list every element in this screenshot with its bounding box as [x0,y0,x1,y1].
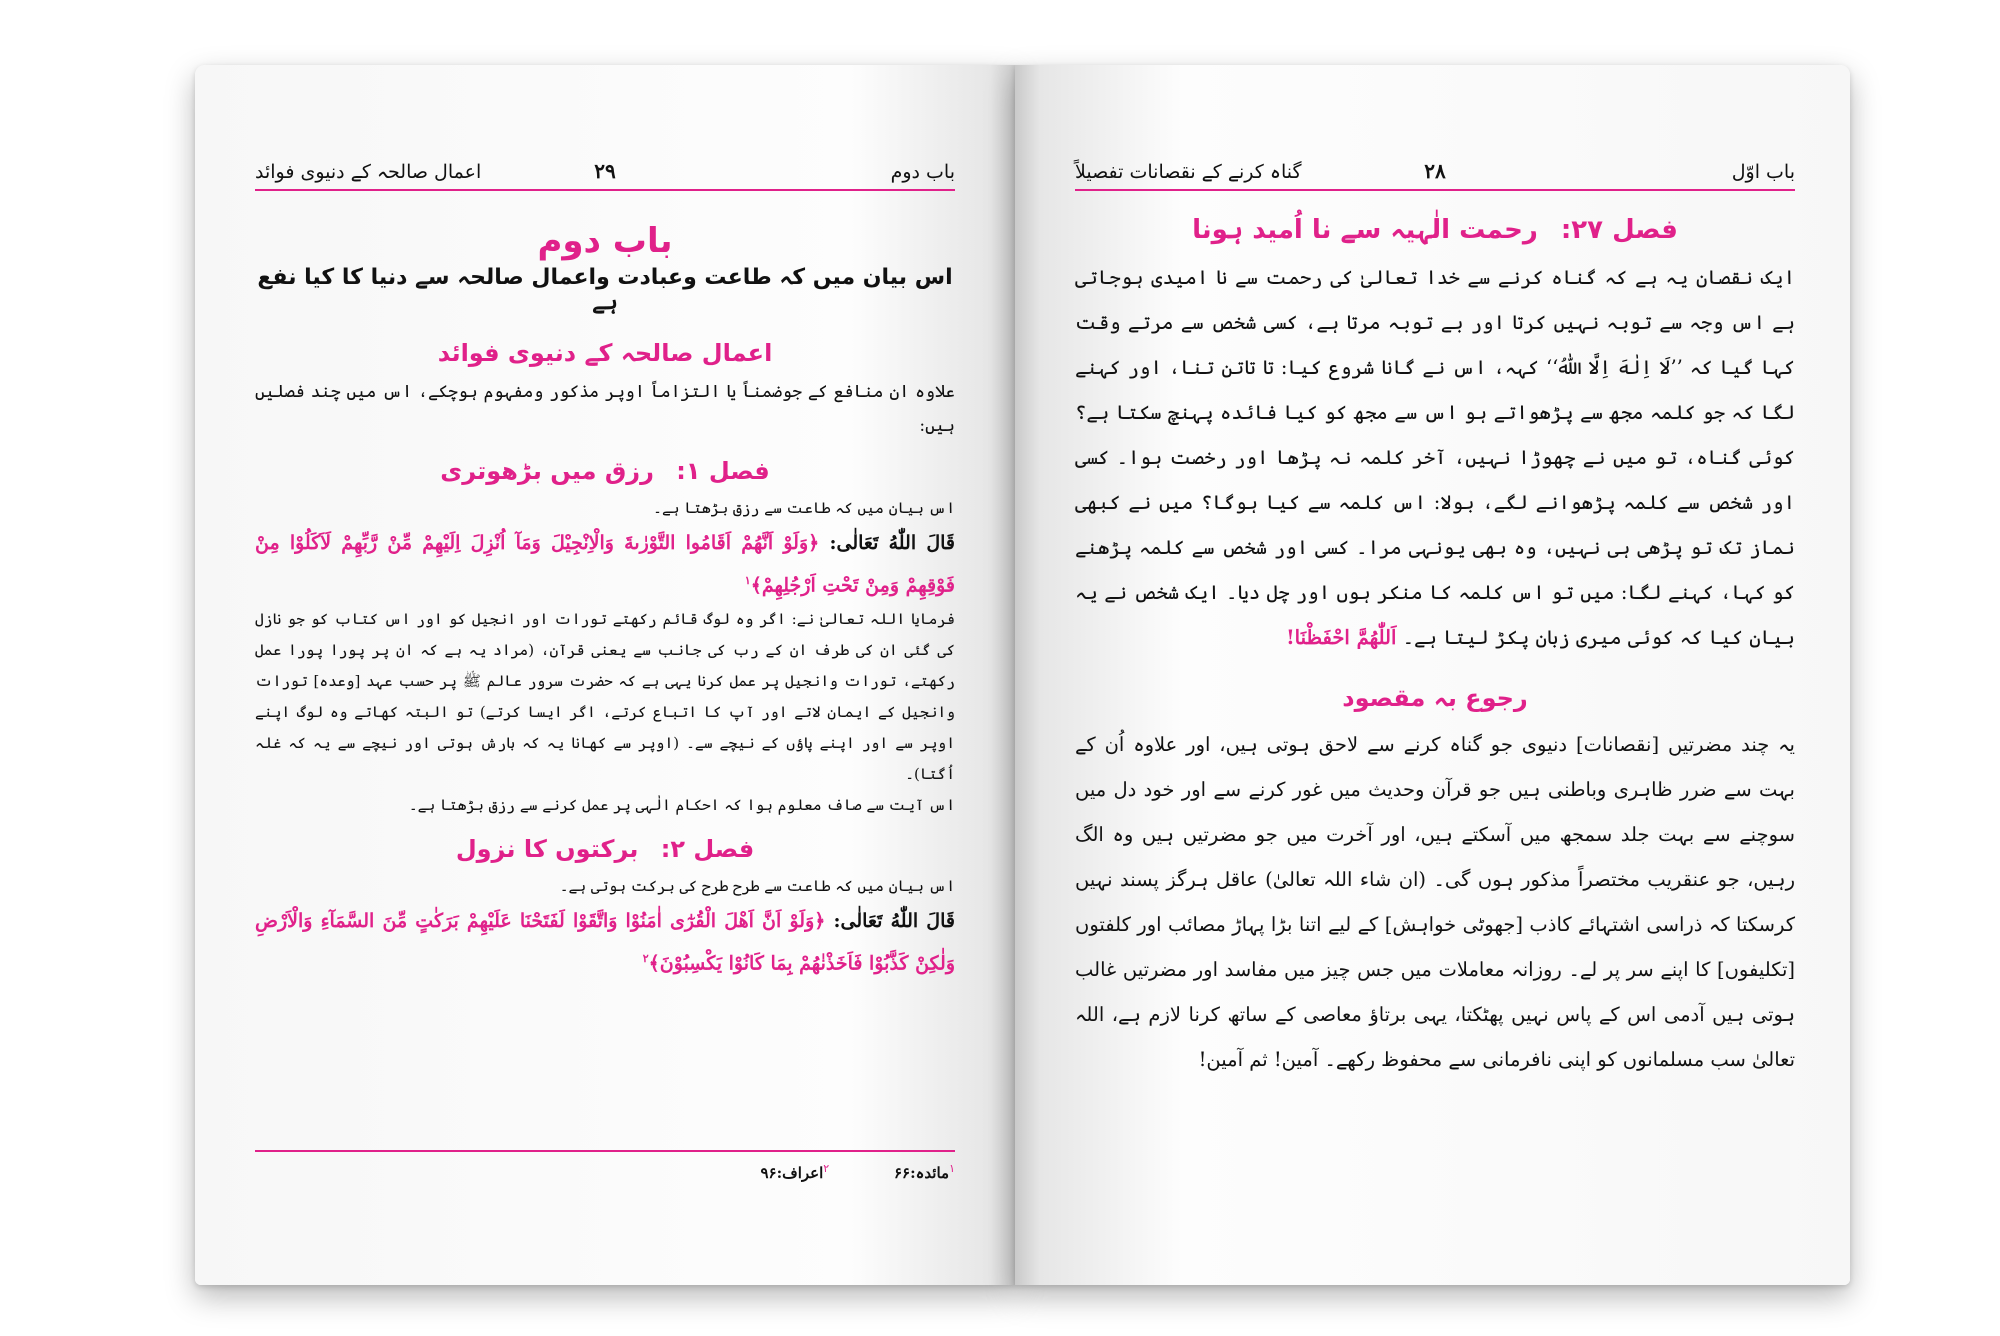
fasl27-body-text: ایک نقصان یہ ہے کہ گناہ کرنے سے خدا تعالیٰ کی رحمت سے نا امیدی ہوجاتی ہے اس وجہ سے توبہ نہیں کرتا اور بے توبہ مرتا ہے، کسی شخص سے مرتے وقت کہا گیا کہ ’’لَا اِلٰهَ اِلَّا اللّٰهُ‘‘ کہہ، اس نے گانا شروع کیا: تا تاتن تنا، اور کہنے لگا کہ جو کلمہ مجھ سے پڑھواتے ہو اس سے مجھ کو کیا فائدہ پہنچ سکتا ہے؟ کوئی گناہ، تو میں نے چھوڑا نہیں، آخر کلمہ نہ پڑھا اور رخصت ہوا۔ کسی اور شخص سے کلمہ پڑھوانے لگے، بولا: اس کلمہ سے کیا ہوگا؟ میں نے کبھی نماز تک تو پڑھی ہی نہیں، وہ بھی یونہی مرا۔ کسی اور شخص سے کلمہ پڑھنے کو کہا، کہنے لگا: میں تو اس کلمہ کا منکر ہوں اور چل دیا۔ ایک شخص نے یہ بیان کیا کہ کوئی میری زبان پکڑ لیتا ہے۔ [1075,266,1795,649]
footnote-1 [894,1164,955,1182]
footnote-2-text: اعراف:۹۶ [760,1164,824,1182]
ruju-heading: رجوع بہ مقصود [1342,684,1528,712]
right-header-chapter: باب اوّل [1731,161,1795,183]
fasl27-number: فصل ۲۷: [1560,215,1678,245]
left-running-header [255,155,955,191]
fasl1-ayah-label: قَالَ اللّٰهُ تَعَالٰی: [829,532,955,554]
fasl2-heading [255,835,955,863]
fasl2-number: فصل ۲: [660,835,755,864]
fasl1-title: رزق میں بڑھوتری [440,457,654,485]
fasl27-dua: اَللّٰهُمَّ احْفَظْنَا! [1286,626,1397,649]
section-heading: اعمال صالحہ کے دنیوی فوائد [437,339,773,367]
left-page-number: ۲۹ [594,159,616,183]
left-header-chapter: باب دوم [890,161,955,183]
fasl2-ayah-text: ﴿وَلَوْ اَنَّ اَهْلَ الْقُرٰٓى اٰمَنُوْا وَاتَّقَوْا لَفَتَحْنَا عَلَيْهِمْ بَرَكٰتٍ مِّنَ السَّمَآءِ وَالْاَرْضِ وَلٰكِنْ كَذَّبُوْا فَاَخَذْنٰهُمْ بِمَا كَانُوْا يَكْسِبُوْنَ﴾ [255,910,955,975]
fasl1-number: فصل ۱: [676,457,770,485]
fasl1-line: اس بیان میں کہ طاعت سے رزق بڑھتا ہے۔ [653,499,955,517]
fasl2-title: برکتوں کا نزول [455,835,639,864]
fasl2-ayah-label: قَالَ اللّٰهُ تَعَالٰی: [833,910,955,933]
right-page-content [1075,155,1795,1082]
fasl1-ayah-ref: ۱ [744,574,751,587]
ruju-body: یہ چند مضرتیں [نقصانات] دنیوی جو گناہ کرنے سے لاحق ہوتی ہیں، اور علاوہ اُن کے بہت سے ضرر ظاہری وباطنی ہیں جو قرآن وحدیث میں غور کرنے سے اور خود دل میں سوچنے سے بہت جلد سمجھ میں آسکتے ہیں، اور آخرت میں جو مضرتیں ہیں وہ الگ رہیں، جو عنقریب مختصراً مذکور ہوں گی۔ (ان شاء اللہ تعالیٰ) عاقل ہرگز پسند نہیں کرسکتا کہ ذراسی اشتہائے کاذب [جھوٹی خواہش] کے لیے اتنا بڑا پہاڑ مصائب اور کلفتوں [تکلیفوں] کا اپنے سر پر لے۔ روزانہ معاملات میں جس چیز میں مفاسد اور مضرتیں غالب ہوتی ہیں آدمی اس کے پاس نہیں پھٹکتا، یہی برتاؤ معاصی کے ساتھ کرنا لازم ہے، اللہ تعالیٰ سب مسلمانوں کو اپنی نافرمانی سے محفوظ رکھے۔ آمین! ثم آمین! [1075,733,1795,1071]
fasl1-translation: فرمایا اللہ تعالیٰ نے: اگر وہ لوگ قائم رکھتے تورات اور انجیل کو اور اس کتاب کو جو نازل کی گئی ان کی طرف ان کے رب کی جانب سے یعنی قرآن، (مراد یہ ہے کہ ان پر پورا پورا عمل رکھتے، تورات وانجیل پر عمل کرنا یہی ہے کہ حضرت سرور عالم ﷺ پر حسب عہد [وعدہ] تورات وانجیل کے ایمان لاتے اور آپ کا اتباع کرتے، اگر ایسا کرتے) تو البتہ کھاتے وہ لوگ اپنے اوپر سے اور اپنے پاؤں کے نیچے سے۔ (اوپر سے کھانا یہ کہ بارش ہوتی اور نیچے سے یہ کہ غلہ اُگتا)۔ [255,610,955,784]
footnote-2 [760,1164,829,1182]
fasl2-line: اس بیان میں کہ طاعت سے طرح طرح کی برکت ہوتی ہے۔ [559,877,955,896]
left-page-content [255,155,955,983]
intro-paragraph: علاوہ ان منافع کے جوضمناً یا التزاماً اوپر مذکور ومفہوم ہوچکے، اس میں چند فصلیں ہیں: [255,382,955,436]
fasl1-ayah-text: ﴿وَلَوْ اَنَّهُمْ اَقَامُوا التَّوْرٰىةَ وَالْاِنْجِيْلَ وَمَآ اُنْزِلَ اِلَيْهِمْ مِّنْ رَّبِّهِمْ لَاَكَلُوْا مِنْ فَوْقِهِمْ وَمِنْ تَحْتِ اَرْجُلِهِمْ﴾ [255,532,955,597]
left-header-title: اعمال صالحہ کے دنیوی فوائد [255,161,482,183]
fasl1-heading [255,457,955,485]
fasl27-body [1075,255,1795,660]
right-page [1015,65,1850,1285]
fasl1-ayah [255,524,955,604]
fasl2-ayah-ref: ۲ [642,952,649,966]
right-running-header [1075,155,1795,191]
fasl2-ayah [255,902,955,982]
book-spread [195,65,1850,1290]
chapter-title: باب دوم [537,221,673,261]
fasl27-heading [1075,215,1795,245]
footnote-1-text: مائدہ:۶۶ [893,1164,950,1182]
chapter-subtitle: اس بیان میں کہ طاعت وعبادت واعمال صالحہ سے دنیا کا کیا نفع ہے [257,265,953,315]
right-page-number: ۲۸ [1424,159,1446,183]
footnote-2-mark: ۲ [823,1162,830,1175]
fasl27-title: رحمت الٰہیہ سے نا اُمید ہونا [1192,215,1538,245]
footnote-1-mark: ۱ [949,1162,955,1175]
footnotes [255,1150,955,1182]
fasl1-conclusion: اس آیت سے صاف معلوم ہوا کہ احکام الٰہی پر عمل کرنے سے رزق بڑھتا ہے۔ [408,796,955,815]
right-header-title: گناہ کرنے کے نقصانات تفصیلاً [1075,161,1302,183]
left-page [195,65,1015,1285]
